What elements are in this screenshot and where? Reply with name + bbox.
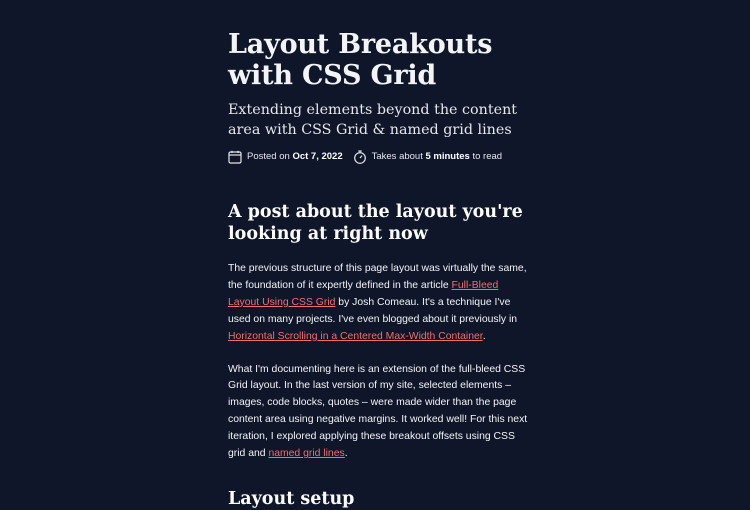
title-line-2: with CSS Grid: [228, 60, 437, 91]
section-heading-layout-setup: Layout setup: [228, 488, 355, 509]
page-subtitle: Extending elements beyond the content area with CSS Grid & named grid lines: [228, 102, 518, 138]
paragraph-2-text-b: .: [344, 448, 348, 460]
paragraph-1-text-a: The previous structure of this page layout was virtually the same, the foundation of it expertly defined in the article: [228, 263, 527, 291]
read-time-info: [353, 150, 502, 164]
paragraph-1-text-b: by Josh Comeau. It's a technique I've used on many projects. I've even blogged about it previously in: [228, 296, 518, 325]
calendar-icon: [228, 150, 247, 164]
posted-date-info: [228, 150, 343, 164]
post-meta: [228, 150, 528, 164]
article: [228, 29, 528, 510]
section-heading-post-about-layout: A post about the layout you're looking at right now: [228, 202, 523, 244]
read-suffix: to read: [472, 151, 503, 162]
link-horizontal-scrolling[interactable]: Horizontal Scrolling in a Centered Max-Width Container: [228, 330, 483, 342]
posted-prefix: Posted on: [247, 151, 290, 162]
read-prefix: Takes about: [371, 151, 423, 162]
paragraph-2: [228, 362, 528, 463]
title-line-1: Layout Breakouts: [228, 29, 493, 60]
link-full-bleed-layout[interactable]: Full-Bleed Layout Using CSS Grid: [228, 279, 499, 308]
stopwatch-icon: [353, 150, 372, 164]
read-time: 5 minutes: [425, 151, 470, 162]
paragraph-1-text-c: .: [482, 330, 486, 342]
link-named-grid-lines[interactable]: named grid lines: [268, 448, 345, 460]
posted-date: Oct 7, 2022: [292, 151, 343, 162]
paragraph-1: [228, 261, 528, 346]
paragraph-2-text-a: What I'm documenting here is an extension of the full-bleed CSS Grid layout. In the last version of my site, selected elements – images, code blocks, quotes – were made wider than the page content area using negative margins. It worked well! For this next iteration, I explored applying these breakout offsets using CSS grid and: [228, 363, 528, 460]
page-title: [228, 29, 528, 91]
